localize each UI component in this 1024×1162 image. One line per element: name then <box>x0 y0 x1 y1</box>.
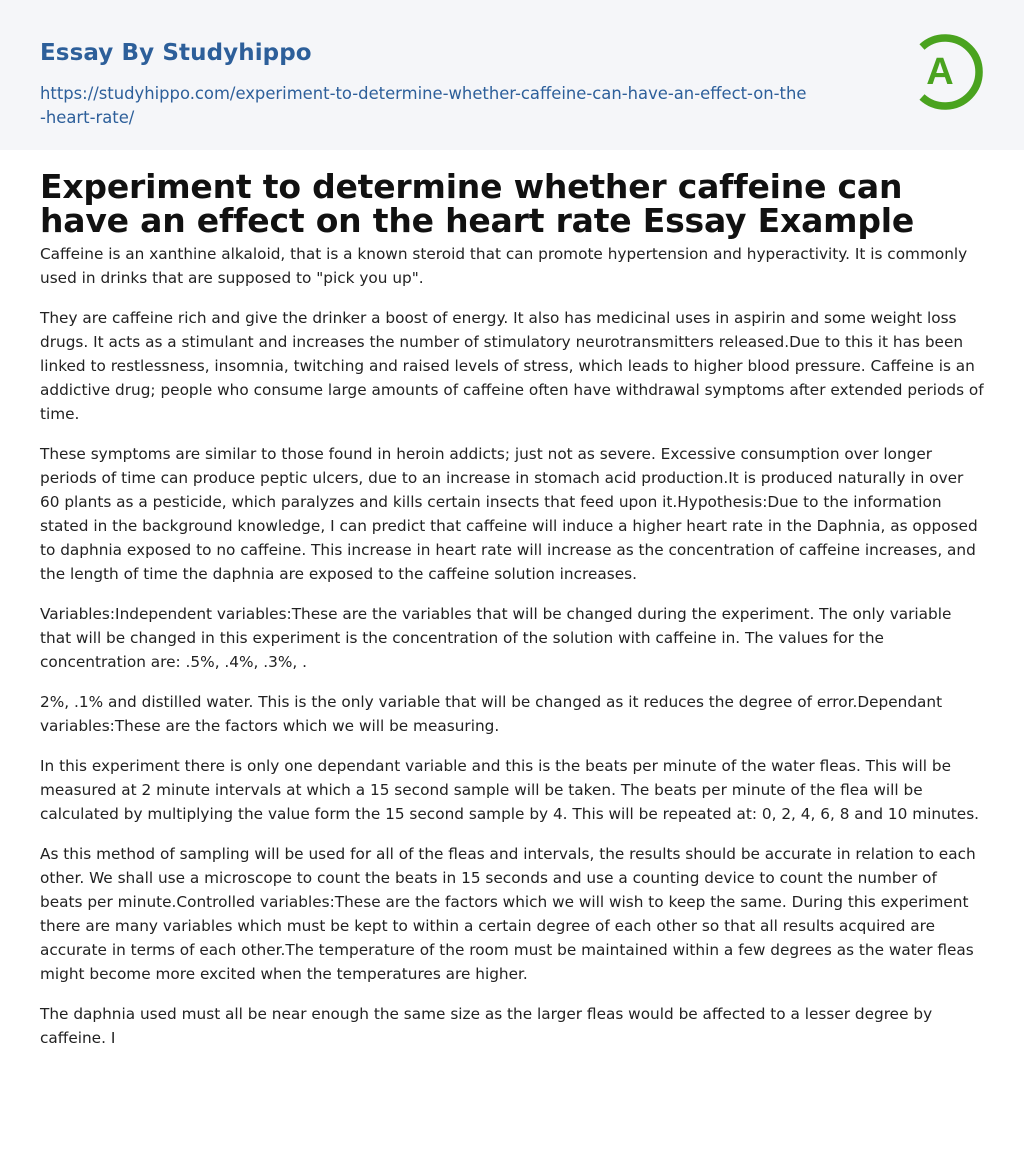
article-paragraph: They are caffeine rich and give the drinker a boost of energy. It also has medicinal uses in aspirin and some weight loss drugs. It acts as a stimulant and increases the number of stimulatory neurotransmitters released.Due to this it has been linked to restlessness, insomnia, twitching and raised levels of stress, which leads to higher blood pressure. Caffeine is an addictive drug; people who consume large amounts of caffeine often have withdrawal symptoms after extended periods of time. <box>40 309 984 423</box>
article-paragraph: As this method of sampling will be used for all of the fleas and intervals, the results should be accurate in relation to each other. We shall use a microscope to count the beats in 15 seconds and use a counting device to count the number of beats per minute.Controlled variables:These are the factors which we will wish to keep the same. During this experiment there are many variables which must be kept to within a certain degree of each other so that all results acquired are accurate in terms of each other.The temperature of the room must be maintained within a few degrees as the water fleas might become more excited when the temperatures are higher. <box>40 845 976 983</box>
article-paragraph: Variables:Independent variables:These are the variables that will be changed during the experiment. The only variable that will be changed in this experiment is the concentration of the solution with caffeine in. The values for the concentration are: .5%, .4%, .3%, . <box>40 605 952 671</box>
article-paragraph: 2%, .1% and distilled water. This is the only variable that will be changed as it reduces the degree of error.Dependant variables:These are the factors which we will be measuring. <box>40 693 943 735</box>
article-paragraph: Caffeine is an xanthine alkaloid, that is a known steroid that can promote hypertension and hyperactivity. It is commonly used in drinks that are supposed to "pick you up". <box>40 245 968 287</box>
article-paragraph: The daphnia used must all be near enough the same size as the larger fleas would be affected to a lesser degree by caffeine. I <box>40 1005 933 1047</box>
page-title: Experiment to determine whether caffeine can have an effect on the heart rate Essay Example <box>40 167 915 240</box>
article <box>40 167 984 1066</box>
source-url-link[interactable]: https://studyhippo.com/experiment-to-determine-whether-caffeine-can-have-an-effect-on-the-heart-rate/ <box>40 84 807 127</box>
brand-title[interactable]: Essay By Studyhippo <box>40 40 312 66</box>
logo-letter: A <box>926 51 954 93</box>
article-paragraph: In this experiment there is only one dependant variable and this is the beats per minute of the water fleas. This will be measured at 2 minute intervals at which a 15 second sample will be taken. The beats per minute of the flea will be calculated by multiplying the value form the 15 second sample by 4. This will be repeated at: 0, 2, 4, 6, 8 and 10 minutes. <box>40 757 980 823</box>
studyhippo-logo-icon[interactable] <box>912 29 986 115</box>
article-paragraph: These symptoms are similar to those found in heroin addicts; just not as severe. Excessive consumption over longer periods of time can produce peptic ulcers, due to an increase in stomach acid production.It is produced naturally in over 60 plants as a pesticide, which paralyzes and kills certain insects that feed upon it.Hypothesis:Due to the information stated in the background knowledge, I can predict that caffeine will induce a higher heart rate in the Daphnia, as opposed to daphnia exposed to no caffeine. This increase in heart rate will increase as the concentration of caffeine increases, and the length of time the daphnia are exposed to the caffeine solution increases. <box>40 445 978 583</box>
site-header <box>0 0 1024 150</box>
